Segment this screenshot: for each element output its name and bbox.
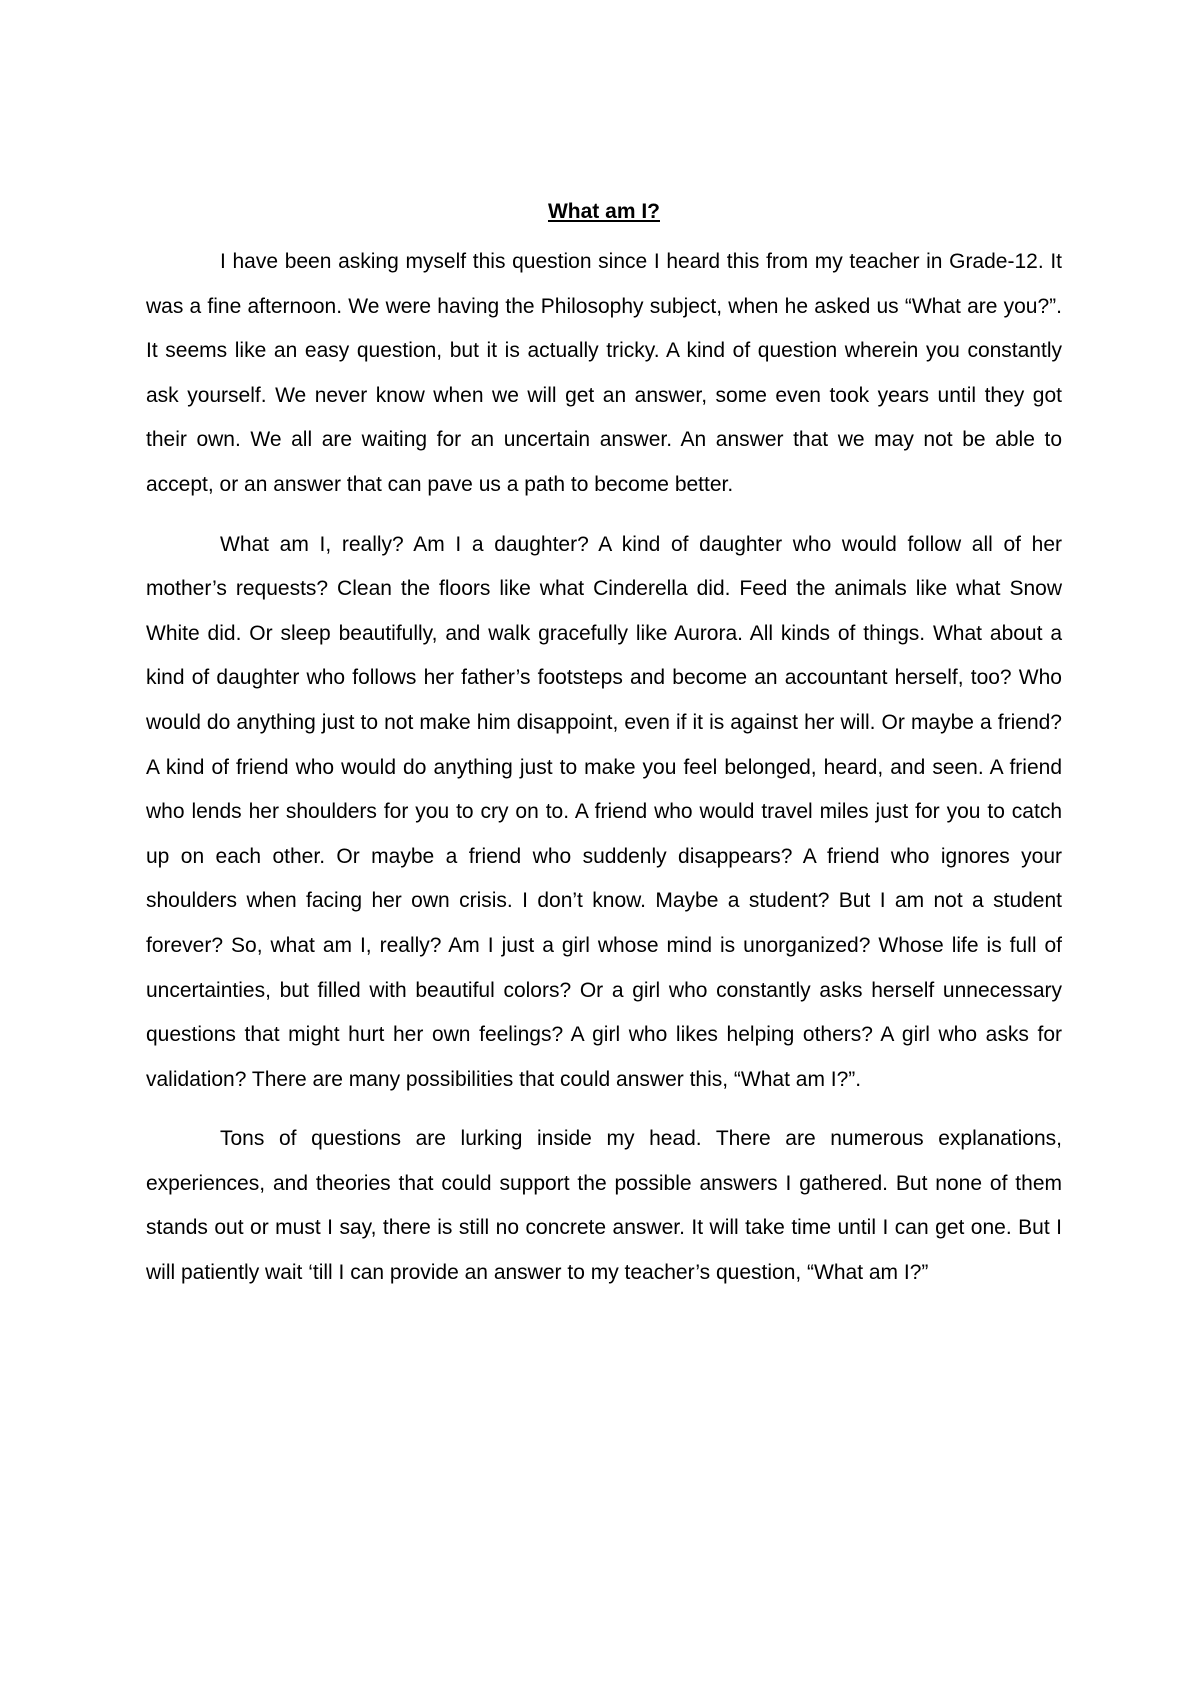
document-body [146,198,1062,1311]
paragraph-1: I have been asking myself this question since I heard this from my teacher in Grade-12. It was a fine afternoon. We were having the Philosophy subject, when he asked us “What are you?”. It seems like an easy question, but it is actually tricky. A kind of question wherein you constantly ask yourself. We never know when we will get an answer, some even took years until they got their own. We all are waiting for an uncertain answer. An answer that we may not be able to accept, or an answer that can pave us a path to become better. [146,250,1062,496]
document-title: What am I? [547,200,660,223]
paragraph-2: What am I, really? Am I a daughter? A kind of daughter who would follow all of her mother’s requests? Clean the floors like what Cinderella did. Feed the animals like what Snow White did. Or sleep beautifully, and walk gracefully like Aurora. All kinds of things. What about a kind of daughter who follows her father’s footsteps and become an accountant herself, too? Who would do anything just to not make him disappoint, even if it is against her will. Or maybe a friend? A kind of friend who would do anything just to make you feel belonged, heard, and seen. A friend who lends her shoulders for you to cry on to. A friend who would travel miles just for you to catch up on each other. Or maybe a friend who suddenly disappears? A friend who ignores your shoulders when facing her own crisis. I don’t know. Maybe a student? But I am not a student forever? So, what am I, really? Am I just a girl whose mind is unorganized? Whose life is full of uncertainties, but filled with beautiful colors? Or a girl who constantly asks herself unnecessary questions that might hurt her own feelings? A girl who likes helping others? A girl who asks for validation? There are many possibilities that could answer this, “What am I?”. [146,532,1062,1091]
paragraph-3: Tons of questions are lurking inside my head. There are numerous explanations, experiences, and theories that could support the possible answers I gathered. But none of them stands out or must I say, there is still no concrete answer. It will take time until I can get one. But I will patiently wait ‘till I can provide an answer to my teacher’s question, “What am I?” [146,1127,1062,1285]
